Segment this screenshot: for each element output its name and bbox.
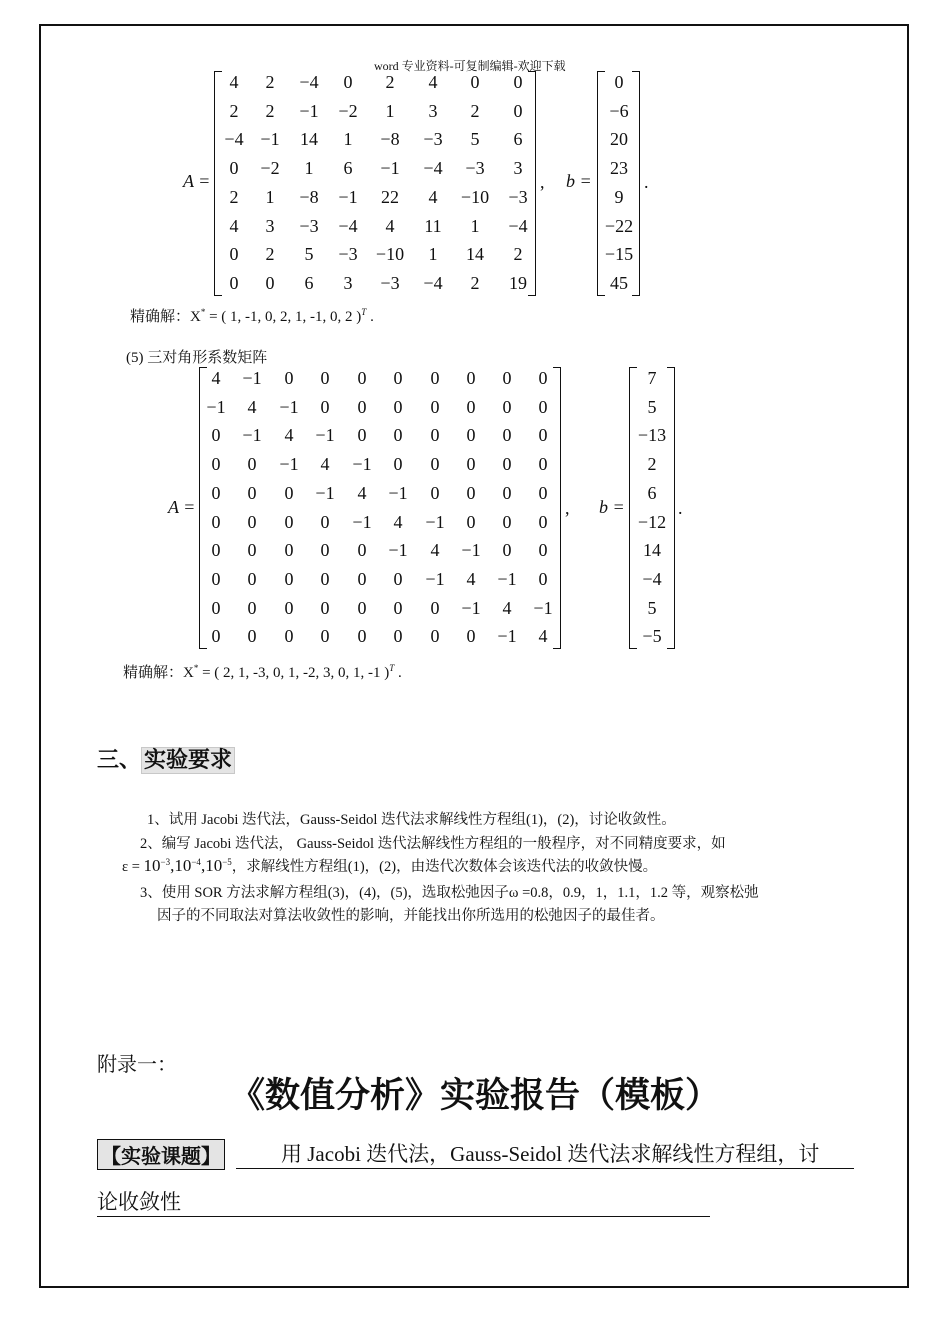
matrix-entry: 0 xyxy=(320,368,330,388)
matrix-entry: 0 xyxy=(211,568,221,589)
exact-solution xyxy=(130,305,374,326)
matrix-entry: 0 xyxy=(229,158,239,179)
matrix-entry: 0 xyxy=(247,568,257,589)
precision-exp-2: −4 xyxy=(191,857,201,868)
solution-value: = ( 1, -1, 0, 2, 1, -1, 0, 2 ) xyxy=(205,309,362,325)
matrix-entry: 4 xyxy=(428,186,438,207)
matrix-entry: 0 xyxy=(502,368,512,388)
requirement-2: 2、编写 Jacobi 迭代法， Gauss-Seidol 迭代法解线性方程组的一般程序，对不同精度要求，如 xyxy=(140,836,726,852)
matrix-entry: 0 xyxy=(211,454,221,475)
vector-entry: 7 xyxy=(647,368,657,388)
matrix-entry: 0 xyxy=(393,626,403,647)
matrix-entry: 1 xyxy=(385,100,395,121)
vector-entry: −12 xyxy=(637,511,667,532)
matrix-a-label: A = xyxy=(168,497,196,517)
requirement-3-continued: 因子的不同取法对算法收敛性的影响，并能找出你所选用的松弛因子的最佳者。 xyxy=(157,908,665,924)
matrix-entry: 0 xyxy=(538,482,548,503)
solution-star: * xyxy=(200,307,206,317)
vector-entry: −5 xyxy=(642,626,662,647)
matrix-entry: 0 xyxy=(393,368,403,388)
matrix-entry: 14 xyxy=(466,244,484,265)
matrix-entry: 0 xyxy=(538,368,548,388)
precision-base-2: ,10 xyxy=(170,856,192,875)
matrix-entry: 6 xyxy=(513,129,523,150)
solution-transpose: T xyxy=(389,663,395,673)
vector-entry: 23 xyxy=(610,158,628,179)
matrix-entry: −1 xyxy=(388,482,408,503)
matrix-entry: 4 xyxy=(466,568,476,589)
solution-label: 精确解：X xyxy=(130,309,201,325)
matrix-entry: 0 xyxy=(466,626,476,647)
matrix-entry: −1 xyxy=(352,454,372,475)
matrix-entry: 1 xyxy=(470,215,480,236)
vector-period: . xyxy=(678,498,683,518)
matrix-entry: 3 xyxy=(343,272,353,293)
matrix-entry: 2 xyxy=(513,244,523,265)
matrix-entry: 0 xyxy=(211,597,221,618)
solution-value: = ( 2, 1, -3, 0, 1, -2, 3, 0, 1, -1 ) xyxy=(198,665,390,681)
matrix-entry: 2 xyxy=(470,100,480,121)
requirement-1: 1、试用 Jacobi 迭代法，Gauss-Seidol 迭代法求解线性方程组(1)，(2)，讨论收敛性。 xyxy=(147,812,676,828)
matrix-entry: 3 xyxy=(513,158,523,179)
matrix-entry: −4 xyxy=(423,272,443,293)
matrix-entry: 5 xyxy=(304,244,314,265)
matrix-entry: 0 xyxy=(470,72,480,92)
matrix-entry: 0 xyxy=(320,597,330,618)
matrix-entry: −1 xyxy=(315,482,335,503)
matrix-entry: −1 xyxy=(497,626,517,647)
matrix-entry: 4 xyxy=(229,215,239,236)
section-heading xyxy=(97,743,235,774)
matrix-entry: 0 xyxy=(211,540,221,561)
matrix-entry: 0 xyxy=(357,597,367,618)
matrix-entry: 0 xyxy=(466,368,476,388)
matrix-entry: 0 xyxy=(211,626,221,647)
matrix-entry: −1 xyxy=(279,396,299,417)
matrix-entry: −1 xyxy=(388,540,408,561)
matrix-entry: 0 xyxy=(357,425,367,446)
exact-solution xyxy=(123,661,402,682)
topic-label: 【实验课题】 xyxy=(97,1139,225,1170)
matrix-entry: 14 xyxy=(300,129,318,150)
matrix-entry: 0 xyxy=(284,368,294,388)
matrix-entry: −1 xyxy=(461,597,481,618)
matrix-entry: 0 xyxy=(538,568,548,589)
vector-entry: −13 xyxy=(637,425,667,446)
matrix-entry: 0 xyxy=(538,540,548,561)
matrix-entry: 0 xyxy=(430,368,440,388)
matrix-entry: 0 xyxy=(430,454,440,475)
matrix-entry: −1 xyxy=(338,186,358,207)
matrix-entry: 0 xyxy=(320,396,330,417)
matrix-entry: 0 xyxy=(284,511,294,532)
matrix-entry: 0 xyxy=(343,72,353,92)
matrix-entry: 2 xyxy=(265,72,275,92)
solution-label: 精确解：X xyxy=(123,665,194,681)
matrix-entry: 0 xyxy=(430,597,440,618)
matrix-entry: 11 xyxy=(424,215,442,236)
matrix-entry: 0 xyxy=(211,482,221,503)
requirement-2-rest: ，求解线性方程组(1)，(2)，由迭代次数体会该迭代法的收敛快慢。 xyxy=(231,859,658,875)
matrix-entry: −3 xyxy=(508,186,528,207)
matrix-entry: −3 xyxy=(338,244,358,265)
matrix-entry: 0 xyxy=(357,568,367,589)
matrix-entry: −1 xyxy=(425,568,445,589)
matrix-entry: 4 xyxy=(320,454,330,475)
matrix-entry: −3 xyxy=(465,158,485,179)
matrix-entry: 4 xyxy=(211,368,221,388)
solution-star: * xyxy=(193,663,199,673)
matrix-entry: −3 xyxy=(299,215,319,236)
matrix-entry: −1 xyxy=(279,454,299,475)
matrix-entry: 0 xyxy=(284,482,294,503)
matrix-entry: −4 xyxy=(224,129,244,150)
matrix-entry: 0 xyxy=(284,540,294,561)
precision-exp-3: −5 xyxy=(222,857,232,868)
matrix-entry: 0 xyxy=(357,396,367,417)
matrix-entry: −8 xyxy=(299,186,319,207)
matrix-entry: 2 xyxy=(229,100,239,121)
matrix-entry: 0 xyxy=(466,511,476,532)
matrix-entry: 0 xyxy=(430,482,440,503)
matrix-entry: −2 xyxy=(260,158,280,179)
section-number: 三、 xyxy=(97,748,142,773)
vector-entry: 14 xyxy=(643,540,661,561)
matrix-entry: 0 xyxy=(284,597,294,618)
vector-entry: 5 xyxy=(647,396,657,417)
matrix-entry: 0 xyxy=(502,540,512,561)
matrix-entry: 1 xyxy=(428,244,438,265)
matrix-entry: 0 xyxy=(320,511,330,532)
topic-text-line-2: 论收敛性 xyxy=(97,1186,710,1217)
matrix-entry: 0 xyxy=(502,396,512,417)
requirement-2-precision xyxy=(122,855,657,876)
matrix-entry: 4 xyxy=(247,396,257,417)
matrix-entry: 0 xyxy=(502,425,512,446)
matrix-entry: 1 xyxy=(343,129,353,150)
matrix-entry: 0 xyxy=(538,425,548,446)
vector-entry: 20 xyxy=(610,129,628,150)
matrix-entry: −1 xyxy=(206,396,226,417)
matrix-entry: 6 xyxy=(304,272,314,293)
matrix-entry: 0 xyxy=(430,396,440,417)
matrix-entry: −10 xyxy=(460,186,490,207)
matrix-entry: 2 xyxy=(229,186,239,207)
matrix-entry: 6 xyxy=(343,158,353,179)
matrix-entry: 3 xyxy=(265,215,275,236)
vector-b-label: b = xyxy=(566,171,592,191)
matrix-entry: 0 xyxy=(513,72,523,92)
matrix-entry: 0 xyxy=(430,626,440,647)
vector-entry: −15 xyxy=(604,244,634,265)
matrix-entry: 0 xyxy=(466,425,476,446)
matrix-entry: 0 xyxy=(211,425,221,446)
vector-entry: 5 xyxy=(647,597,657,618)
matrix-a-label: A = xyxy=(183,171,211,191)
matrix-entry: 0 xyxy=(502,511,512,532)
matrix-entry: 0 xyxy=(357,540,367,561)
precision-base-1: 10 xyxy=(143,856,161,875)
matrix-entry: 0 xyxy=(320,540,330,561)
appendix-label: 附录一： xyxy=(97,1054,177,1076)
matrix-entry: 0 xyxy=(265,272,275,293)
matrix-entry: −1 xyxy=(461,540,481,561)
matrix-entry: 0 xyxy=(513,100,523,121)
topic-text-line-1: 用 Jacobi 迭代法，Gauss-Seidol 迭代法求解线性方程组，讨 xyxy=(236,1138,854,1169)
precision-exp-1: −3 xyxy=(160,857,171,868)
matrix-entry: −3 xyxy=(423,129,443,150)
precision-base-3: ,10 xyxy=(200,856,223,875)
matrix-entry: 0 xyxy=(357,368,367,388)
matrix-entry: −1 xyxy=(533,597,553,618)
matrix-entry: 4 xyxy=(357,482,367,503)
matrix-entry: −1 xyxy=(315,425,335,446)
matrix-entry: 22 xyxy=(381,186,399,207)
matrix-entry: −1 xyxy=(497,568,517,589)
report-title: 《数值分析》实验报告（模板） xyxy=(229,1076,720,1116)
matrix-entry: 0 xyxy=(211,511,221,532)
matrix-entry: −1 xyxy=(425,511,445,532)
watermark: word 专业资料-可复制编辑-欢迎下载 xyxy=(374,59,566,73)
matrix-entry: −4 xyxy=(423,158,443,179)
vector-entry: 6 xyxy=(647,482,657,503)
vector-entry: −4 xyxy=(642,568,662,589)
matrix-entry: 0 xyxy=(502,454,512,475)
solution-end: . xyxy=(366,309,374,325)
matrix-entry: 2 xyxy=(265,244,275,265)
matrix-entry: −4 xyxy=(338,215,358,236)
matrix-entry: 2 xyxy=(385,72,395,92)
vector-b-label: b = xyxy=(599,497,625,517)
matrix-entry: 0 xyxy=(247,482,257,503)
matrix-entry: 2 xyxy=(265,100,275,121)
matrix-entry: 1 xyxy=(304,158,314,179)
matrix-entry: 4 xyxy=(385,215,395,236)
matrix-entry: 4 xyxy=(229,72,239,92)
matrix-entry: −3 xyxy=(380,272,400,293)
matrix-comma: , xyxy=(565,498,570,518)
matrix-entry: 0 xyxy=(247,454,257,475)
matrix-entry: −4 xyxy=(299,72,319,92)
matrix-entry: 0 xyxy=(229,244,239,265)
vector-entry: 45 xyxy=(610,272,628,293)
matrix-entry: −2 xyxy=(338,100,358,121)
requirement-3: 3、使用 SOR 方法求解方程组(3)，(4)，(5)，选取松弛因子ω =0.8，0.9，1，1.1，1.2 等，观察松弛 xyxy=(140,885,759,901)
vector-entry: −22 xyxy=(604,215,634,236)
matrix-entry: 0 xyxy=(320,568,330,589)
matrix-entry: 4 xyxy=(393,511,403,532)
matrix-entry: 0 xyxy=(393,597,403,618)
matrix-entry: −4 xyxy=(508,215,528,236)
matrix-entry: 0 xyxy=(247,626,257,647)
matrix-entry: 0 xyxy=(538,396,548,417)
matrix-entry: −1 xyxy=(299,100,319,121)
system-5-caption: (5) 三对角形系数矩阵 xyxy=(126,350,268,366)
matrix-entry: 0 xyxy=(393,425,403,446)
matrix-entry: 0 xyxy=(393,568,403,589)
matrix-entry: 0 xyxy=(502,482,512,503)
matrix-entry: 0 xyxy=(284,568,294,589)
matrix-entry: 4 xyxy=(502,597,512,618)
matrix-entry: 0 xyxy=(247,511,257,532)
matrix-entry: −1 xyxy=(352,511,372,532)
matrix-entry: −1 xyxy=(242,368,262,388)
matrix-entry: 0 xyxy=(393,454,403,475)
vector-entry: 0 xyxy=(614,72,624,92)
matrix-entry: 0 xyxy=(538,454,548,475)
solution-end: . xyxy=(394,665,402,681)
vector-entry: 9 xyxy=(614,186,624,207)
matrix-entry: 19 xyxy=(509,272,527,293)
matrix-entry: −1 xyxy=(242,425,262,446)
matrix-entry: 4 xyxy=(430,540,440,561)
matrix-entry: 4 xyxy=(284,425,294,446)
epsilon-symbol: ε = xyxy=(122,859,144,875)
matrix-entry: 5 xyxy=(470,129,480,150)
matrix-entry: 0 xyxy=(247,540,257,561)
section-title: 实验要求 xyxy=(141,747,235,774)
matrix-entry: −1 xyxy=(380,158,400,179)
matrix-entry: 2 xyxy=(470,272,480,293)
matrix-entry: 0 xyxy=(357,626,367,647)
matrix-entry: 0 xyxy=(538,511,548,532)
vector-entry: −6 xyxy=(609,100,629,121)
matrix-entry: 4 xyxy=(538,626,548,647)
matrix-entry: 0 xyxy=(466,482,476,503)
matrix-entry: −8 xyxy=(380,129,400,150)
matrix-entry: −1 xyxy=(260,129,280,150)
matrix-entry: 0 xyxy=(466,454,476,475)
matrix-entry: 4 xyxy=(428,72,438,92)
matrix-entry: 0 xyxy=(229,272,239,293)
vector-period: . xyxy=(644,172,649,192)
matrix-entry: 0 xyxy=(247,597,257,618)
matrix-entry: 0 xyxy=(393,396,403,417)
matrix-entry: −10 xyxy=(375,244,405,265)
matrix-entry: 1 xyxy=(265,186,275,207)
matrix-comma: , xyxy=(540,172,545,192)
matrix-entry: 0 xyxy=(430,425,440,446)
solution-transpose: T xyxy=(361,307,367,317)
matrix-entry: 3 xyxy=(428,100,438,121)
matrix-entry: 0 xyxy=(466,396,476,417)
vector-entry: 2 xyxy=(647,454,657,475)
matrix-entry: 0 xyxy=(284,626,294,647)
matrix-entry: 0 xyxy=(320,626,330,647)
